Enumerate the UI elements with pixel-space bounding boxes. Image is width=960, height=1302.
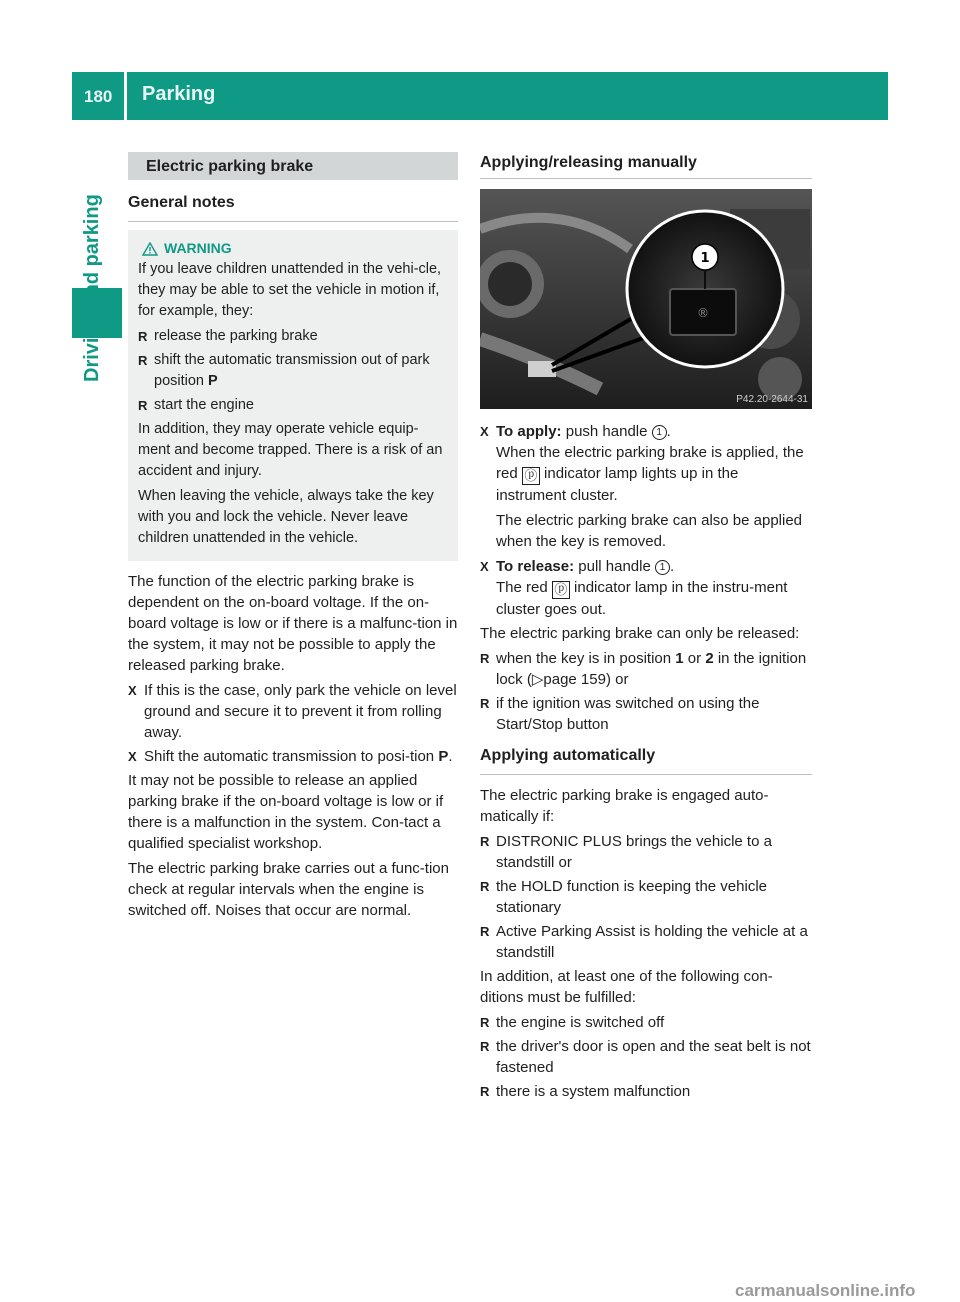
list-item: R start the engine	[138, 397, 254, 413]
instruction-step: X Shift the automatic transmission to posi-tion P.	[128, 748, 453, 765]
parking-brake-lamp-icon: ⓟ	[552, 581, 570, 599]
side-tab	[72, 120, 122, 286]
page-number: 180	[84, 87, 113, 106]
general-notes-heading: General notes	[128, 192, 458, 222]
list-item: R there is a system malfunction	[480, 1083, 691, 1100]
apply-release-instructions	[480, 421, 812, 735]
right-column	[480, 152, 812, 1105]
warning-intro: If you leave children unattended in the vehi-cle, they may be able to set the vehicle in motion if, for example, they:	[138, 261, 442, 319]
callout-1-icon: 1	[652, 425, 667, 440]
photo-code: P42.20-2644-31	[736, 394, 808, 405]
svg-text:®: ®	[697, 306, 709, 320]
list-item: R shift the automatic transmission out of park position P	[138, 352, 430, 389]
list-item: R the driver's door is open and the seat belt is not fastened	[480, 1038, 811, 1076]
dashboard-illustration	[480, 189, 812, 409]
warning-label: WARNING	[164, 240, 232, 256]
auto-heading: Applying automatically	[480, 745, 812, 775]
instruction-step: X If this is the case, only park the vehicle on level ground and secure it to prevent it from rolling away.	[128, 682, 457, 741]
warning-box	[128, 230, 458, 561]
warning-title	[138, 238, 450, 259]
watermark: carmanualsonline.info	[735, 1281, 916, 1300]
auto-section	[480, 785, 812, 1102]
page-reference-link[interactable]: page 159) or	[543, 671, 629, 688]
paragraph: In addition, at least one of the following con-ditions must be fulfilled:	[480, 968, 773, 1006]
callout-1-icon: 1	[655, 560, 670, 575]
main-heading: Electric parking brake	[128, 152, 458, 180]
paragraph: The function of the electric parking brake is dependent on the on-board voltage. If the on-board voltage is low or if there is a malfunc-tion in the system, it may not be possible to apply the released parking brake.	[128, 573, 458, 674]
list-item: R if the ignition was switched on using the Start/Stop button	[480, 695, 760, 733]
list-item: R DISTRONIC PLUS brings the vehicle to a standstill or	[480, 833, 772, 871]
instruction-step: X To release: pull handle 1 . The red ⓟ indicator lamp in the instru-ment cluster goes out.	[480, 558, 788, 618]
paragraph: The electric parking brake can only be released:	[480, 625, 800, 642]
list-item: R the engine is switched off	[480, 1014, 665, 1031]
list-item: R the HOLD function is keeping the vehicle stationary	[480, 878, 767, 916]
paragraph: The electric parking brake is engaged auto-matically if:	[480, 787, 769, 825]
body-text	[128, 571, 458, 921]
instruction-step: X To apply: push handle 1 . When the electric parking brake is applied, the red ⓟ indicator lamp lights up in the instrument cluster. The electric parking brake can also be applied when the key is removed.	[480, 423, 804, 550]
parking-brake-lamp-icon: ⓟ	[522, 467, 540, 485]
chapter-marker	[72, 288, 122, 338]
list-item: R when the key is in position 1 or 2 in the ignition lock (▷page 159) or	[480, 650, 807, 688]
page-ref-arrow-icon: ▷	[531, 671, 544, 688]
warning-paragraph: In addition, they may operate vehicle equip-ment and become trapped. There is a risk of an accident and injury.	[138, 421, 443, 479]
warning-triangle-icon	[142, 242, 158, 256]
paragraph: The electric parking brake carries out a func-tion check at regular intervals when the engine is switched off. Noises that occur are normal.	[128, 860, 449, 919]
dashboard-photo	[480, 189, 812, 409]
section-title: Parking	[142, 83, 216, 105]
list-item: R release the parking brake	[138, 328, 318, 344]
left-column	[128, 152, 458, 925]
paragraph: It may not be possible to release an applied parking brake if the on-board voltage is low or if there is a malfunction in the system. Con-tact a qualified specialist workshop.	[128, 772, 444, 852]
warning-paragraph: When leaving the vehicle, always take the key with you and lock the vehicle. Never leave children unattended in the vehicle.	[138, 488, 434, 546]
callout-number: 1	[700, 251, 710, 266]
page-header	[72, 72, 888, 120]
list-item: R Active Parking Assist is holding the vehicle at a standstill	[480, 923, 808, 961]
header-divider	[124, 72, 127, 120]
manual-heading: Applying/releasing manually	[480, 152, 812, 179]
